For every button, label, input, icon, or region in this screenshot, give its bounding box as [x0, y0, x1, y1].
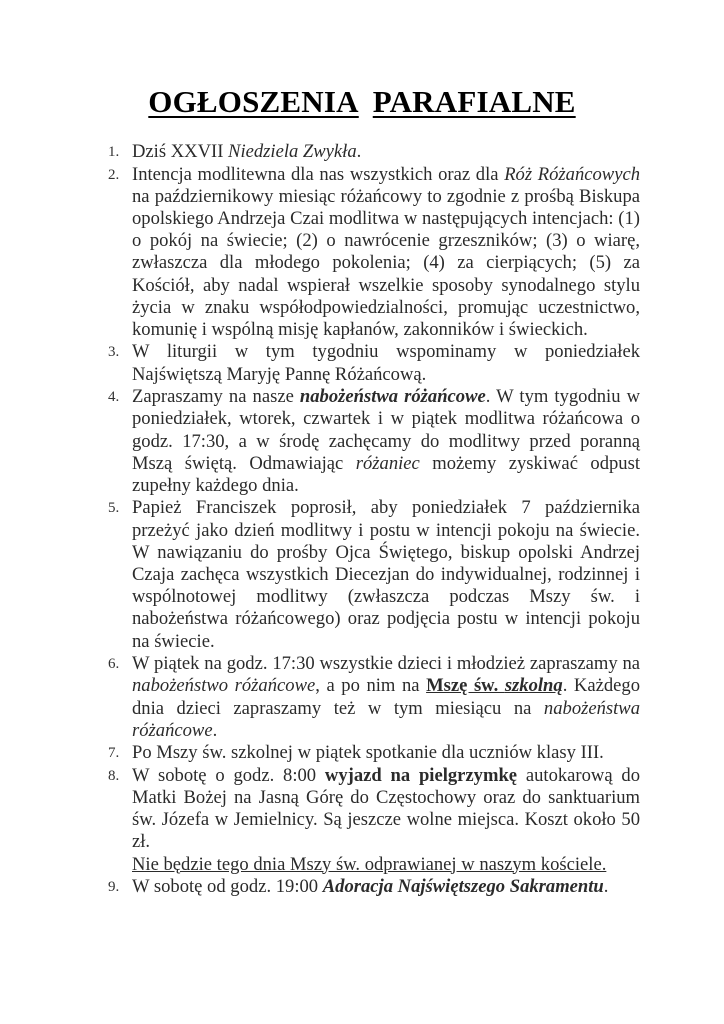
item-number: 3. — [108, 344, 120, 361]
item-text: . — [603, 876, 609, 898]
item-text-italic: nabożeństwo różańcowe — [132, 675, 316, 697]
item-number: 6. — [108, 656, 120, 673]
list-item — [108, 341, 640, 385]
item-text: Dziś XXVII — [132, 141, 229, 162]
item-text: Papież Franciszek poprosił, aby poniedziałek 7 października przeżyć jako dzień modlitwy i postu w intencji pokoju na świecie. W nawiązaniu do prośby Ojca Świętego, biskup opolski Andrzej Czaja zachęca wszystkich Diecezjan do indywidualnej, rodzinnej i wspólnotowej modlitwy (zwłaszcza podczas Mszy św. i nabożeństwa różańcowego) oraz podjęcia postu w intencji pokoju na świecie. — [132, 497, 640, 652]
list-item — [108, 765, 640, 876]
item-text-bold-italic: Adoracja Najświętszego Sakramentu — [322, 876, 604, 898]
item-number: 1. — [108, 144, 120, 160]
announcements-list — [108, 141, 640, 899]
item-text-bold-underline: Mszę św. — [426, 675, 505, 697]
item-text: na październikowy miesiąc różańcowy to zgodnie z prośbą Biskupa opolskiego Andrzeja Czai modlitwa w następujących intencjach: (1) o pokój na świecie; (2) o nawrócenie grzeszników; (3) o wiarę, zwłaszcza dla młodego pokolenia; (4) za cierpiących; (5) za Kościół, aby nadal wspierał wszelkie sposoby synodalnego stylu życia w znaku współodpowiedzialności, promując uczestnictwo, komunię i wspólną misję kapłanów, zakonników i świeckich. — [132, 185, 640, 340]
item-number: 4. — [108, 389, 120, 406]
item-text: Intencja modlitewna dla nas wszystkich oraz dla — [132, 163, 505, 185]
title-word-2: PARAFIALNE — [372, 84, 576, 119]
item-text: . — [212, 719, 218, 741]
item-text-italic: Róż Różańcowych — [504, 163, 641, 185]
list-item — [108, 876, 640, 898]
item-text: W piątek na godz. 17:30 wszystkie dzieci i młodzież zapraszamy na — [132, 653, 640, 675]
list-item — [108, 164, 640, 342]
item-text: W sobotę o godz. 8:00 — [132, 764, 325, 786]
item-text: Zapraszamy na nasze — [132, 386, 300, 408]
item-number: 5. — [108, 500, 120, 517]
title-word-1: OGŁOSZENIA — [148, 84, 359, 119]
item-text: Po Mszy św. szkolnej w piątek spotkanie dla uczniów klasy III. — [132, 742, 604, 764]
item-text: . W tym tygodniu w poniedziałek, wtorek, czwartek i w piątek modlitwa różańcowa o godz. 17:30, a w środę zachęcamy do modlitwy przed poranną Mszą świętą. Odmawiając — [132, 386, 641, 474]
page-title — [0, 84, 724, 120]
item-number: 7. — [108, 745, 120, 762]
item-text: W liturgii w tym tygodniu wspominamy w poniedziałek Najświętszą Maryję Pannę Różańcową. — [132, 341, 640, 385]
item-text-bold: wyjazd na pielgrzymkę — [324, 764, 518, 786]
item-text: , a po nim na — [315, 675, 427, 697]
item-text: autokarową do Matki Bożej na Jasną Górę do Częstochowy oraz do sanktuarium św. Józefa w Jemielnicy. Są jeszcze wolne miejsca. Koszt około 50 zł. — [132, 764, 640, 853]
item-text-italic: Niedziela Zwykła — [228, 141, 357, 162]
list-item — [108, 653, 640, 742]
item-number: 2. — [108, 166, 120, 183]
item-text: . — [356, 141, 362, 162]
item-text: . Każdego dnia dzieci zapraszamy też w tym miesiącu na — [132, 675, 640, 719]
item-text-bold-italic-underline: szkolną — [504, 675, 563, 697]
item-text-italic: nabożeństwa różańcowe — [132, 697, 640, 741]
item-text-italic: różaniec — [355, 452, 420, 474]
item-text-bold-italic: nabożeństwa różańcowe — [299, 386, 486, 408]
item-text-underline: Nie będzie tego dnia Mszy św. odprawianej w naszym kościele. — [132, 853, 607, 875]
item-number: 9. — [108, 879, 120, 896]
item-text: W sobotę od godz. 19:00 — [132, 876, 323, 898]
list-item — [108, 141, 640, 163]
list-item — [108, 497, 640, 652]
item-number: 8. — [108, 767, 120, 784]
list-item — [108, 386, 640, 497]
item-text: możemy zyskiwać odpust zupełny każdego dnia. — [132, 452, 640, 496]
list-item — [108, 742, 640, 764]
